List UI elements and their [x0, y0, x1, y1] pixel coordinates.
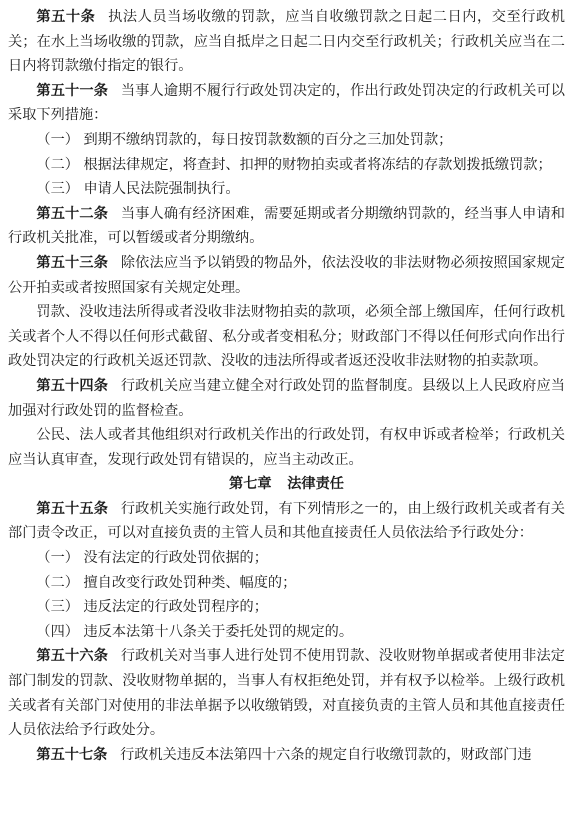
chapter-heading [8, 472, 565, 497]
list-item: （一） 到期不缴纳罚款的，每日按罚款数额的百分之三加处罚款； [36, 131, 453, 148]
chapter-number: 第七章 [229, 476, 272, 493]
list-item: （三） 申请人民法院强制执行。 [36, 181, 240, 198]
article-number: 第五十条 [36, 9, 96, 25]
article-55 [8, 497, 565, 546]
article-50 [8, 5, 565, 79]
article-51 [8, 79, 565, 128]
article-text: 行政机关应当建立健全对行政处罚的监督制度。县级以上人民政府应当加强对行政处罚的监督检查。 [8, 377, 565, 419]
list-item: （二） 根据法律规定，将查封、扣押的财物拍卖或者将冻结的存款划拨抵缴罚款； [36, 156, 552, 173]
article-number: 第五十二条 [36, 205, 109, 222]
article-number: 第五十三条 [36, 254, 109, 271]
article-text: 当事人确有经济困难，需要延期或者分期缴纳罚款的，经当事人申请和行政机关批准，可以暂缓或者分期缴纳。 [8, 205, 565, 247]
article-text: 行政机关实施行政处罚，有下列情形之一的，由上级行政机关或者有关部门责令改正，可以对直接负责的主管人员和其他直接责任人员依法给予行政处分： [8, 500, 565, 542]
article-text: 行政机关违反本法第四十六条的规定自行收缴罚款的，财政部门违 [120, 746, 532, 763]
article-number: 第五十七条 [36, 746, 108, 763]
article-57 [8, 743, 565, 768]
article-number: 第五十五条 [36, 500, 109, 517]
article-text: 行政机关对当事人进行处罚不使用罚款、没收财物单据或者使用非法定部门制发的罚款、没收财物单据的，当事人有权拒绝处罚，并有权予以检举。上级行政机关或者有关部门对使用的非法单据予以收缴销毁，对直接负责的主管人员和其他直接责任人员依法给予行政处分。 [8, 648, 565, 739]
article-text: 当事人逾期不履行行政处罚决定的，作出行政处罚决定的行政机关可以采取下列措施： [8, 82, 565, 124]
paragraph: 罚款、没收违法所得或者没收非法财物拍卖的款项，必须全部上缴国库，任何行政机关或者个人不得以任何形式截留、私分或者变相私分；财政部门不得以任何形式向作出行政处罚决定的行政机关返还罚款、没收的违法所得或者返还没收非法财物的拍卖款项。 [8, 304, 565, 370]
list-item: （二） 擅自改变行政处罚种类、幅度的； [36, 574, 297, 591]
article-52 [8, 202, 565, 251]
article-number: 第五十一条 [36, 82, 109, 99]
article-56 [8, 644, 565, 742]
article-number: 第五十四条 [36, 377, 109, 394]
list-item: （三） 违反法定的行政处罚程序的； [36, 599, 268, 616]
list-item: （一） 没有法定的行政处罚依据的； [36, 550, 268, 567]
article-53 [8, 251, 565, 300]
article-text: 执法人员当场收缴的罚款，应当自收缴罚款之日起二日内，交至行政机关；在水上当场收缴的罚款，应当自抵岸之日起二日内交至行政机关；行政机关应当在二日内将罚款缴付指定的银行。 [8, 9, 565, 75]
article-54 [8, 374, 565, 423]
chapter-title: 法律责任 [287, 476, 344, 493]
article-text: 除依法应当予以销毁的物品外，依法没收的非法财物必须按照国家规定公开拍卖或者按照国家有关规定处理。 [8, 254, 565, 296]
paragraph: 公民、法人或者其他组织对行政机关作出的行政处罚，有权申诉或者检举；行政机关应当认真审查，发现行政处罚有错误的，应当主动改正。 [8, 427, 565, 468]
list-item: （四） 违反本法第十八条关于委托处罚的规定的。 [36, 623, 354, 640]
article-number: 第五十六条 [36, 648, 109, 665]
